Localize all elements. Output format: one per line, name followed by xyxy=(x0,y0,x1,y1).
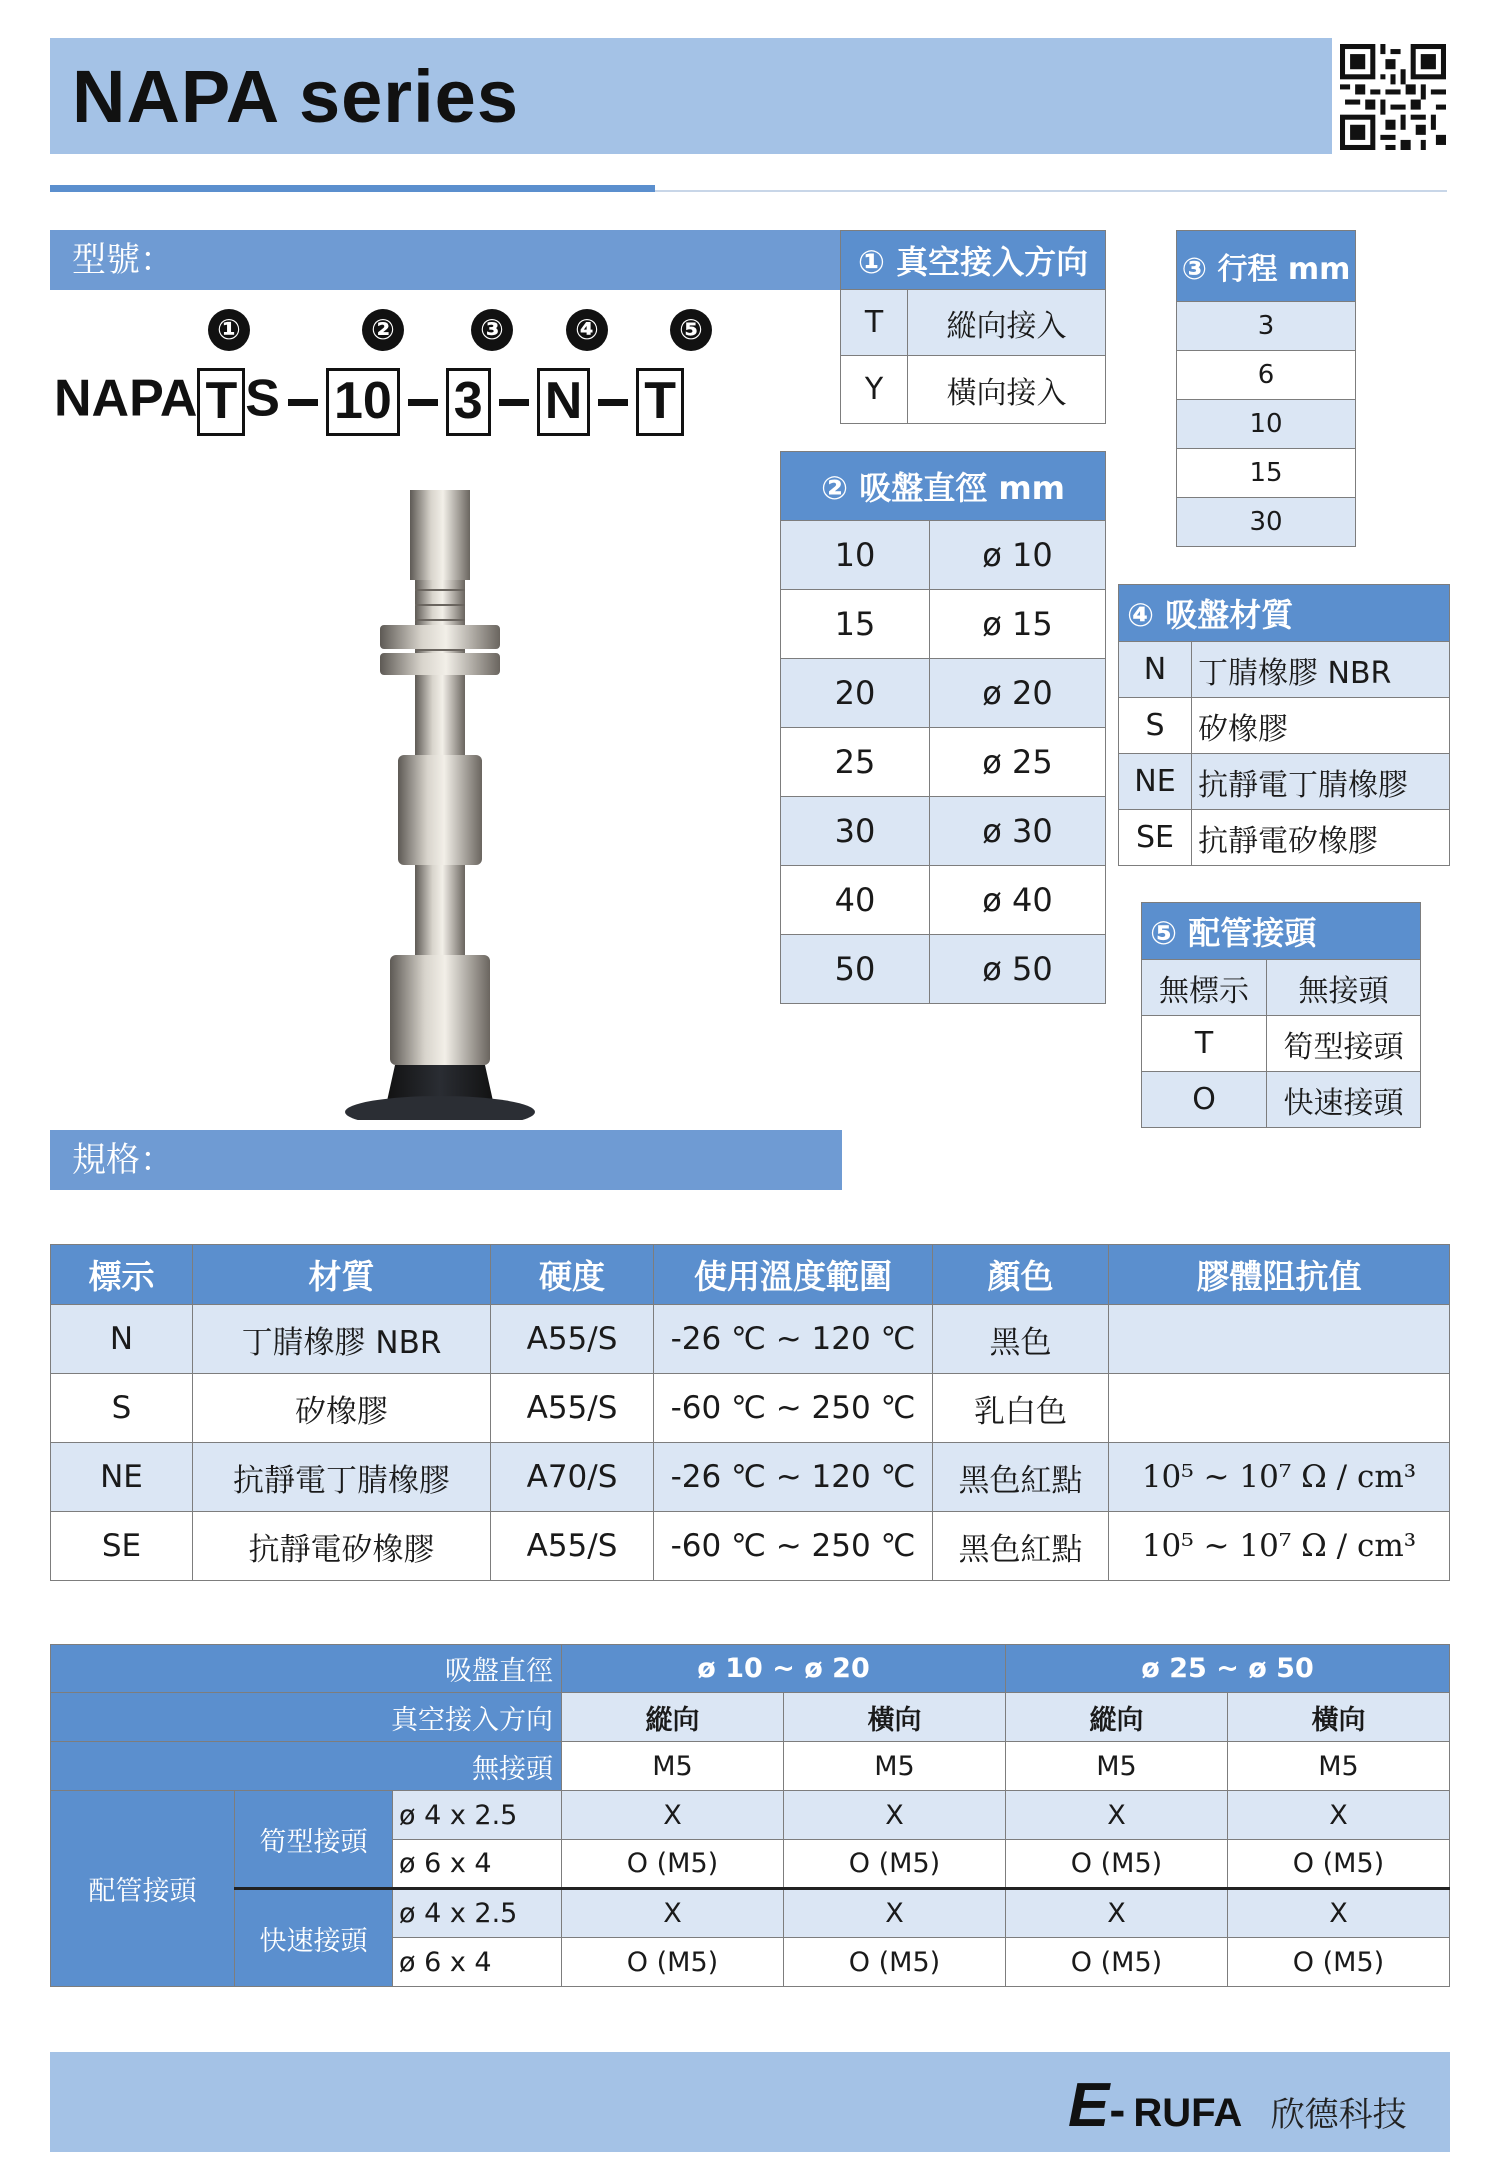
connector-name: 快速接頭 xyxy=(1267,1072,1421,1128)
header-divider-thin xyxy=(655,190,1447,192)
spec-cell: A55/S xyxy=(491,1512,654,1581)
conn-cell: X xyxy=(1228,1791,1450,1840)
page-title: NAPA series xyxy=(72,55,519,138)
model-code xyxy=(54,368,684,436)
conn-cell: X xyxy=(562,1791,784,1840)
spec-cell: 矽橡膠 xyxy=(193,1374,491,1443)
diameter-value: ø 40 xyxy=(930,866,1106,935)
spec-cell xyxy=(1109,1305,1450,1374)
diameter-value: ø 15 xyxy=(930,590,1106,659)
circled-number: ② xyxy=(362,309,404,351)
model-prefix: NAPA xyxy=(54,369,198,428)
diameter-code: 25 xyxy=(781,728,930,797)
spec-cell: 丁腈橡膠 NBR xyxy=(193,1305,491,1374)
material-code: SE xyxy=(1119,810,1192,866)
conn-group-label: 配管接頭 xyxy=(51,1791,235,1987)
spec-header: 硬度 xyxy=(491,1245,654,1305)
circled-number: ④ xyxy=(566,309,608,351)
conn-range: ø 25 ~ ø 50 xyxy=(1006,1645,1450,1693)
conn-cell: O (M5) xyxy=(784,1840,1006,1889)
diameter-code: 40 xyxy=(781,866,930,935)
stroke-table xyxy=(1176,230,1356,547)
connector-table xyxy=(1141,902,1421,1128)
conn-quick-label: 快速接頭 xyxy=(235,1889,393,1987)
material-table-title: ④ 吸盤材質 xyxy=(1119,585,1450,642)
brand-dash: - xyxy=(1109,2084,1126,2137)
code-letter: S xyxy=(245,369,280,428)
stroke-table-title: ③ 行程 mm xyxy=(1177,231,1356,302)
direction-desc: 橫向接入 xyxy=(908,356,1106,424)
diameter-value: ø 30 xyxy=(930,797,1106,866)
spec-cell: 抗靜電矽橡膠 xyxy=(193,1512,491,1581)
code-dash xyxy=(408,399,438,406)
spec-cell xyxy=(1109,1374,1450,1443)
connection-table xyxy=(50,1644,1450,1987)
conn-cell: X xyxy=(1006,1889,1228,1938)
spec-cell: -26 ℃ ~ 120 ℃ xyxy=(654,1305,933,1374)
diameter-code: 10 xyxy=(781,521,930,590)
brand-e: E xyxy=(1068,2071,1110,2140)
conn-cell: X xyxy=(784,1791,1006,1840)
connector-name: 無接頭 xyxy=(1267,960,1421,1016)
spec-cell: 黑色紅點 xyxy=(933,1443,1109,1512)
brand-chinese: 欣德科技 xyxy=(1270,2096,1407,2134)
spec-cell: NE xyxy=(51,1443,193,1512)
diameter-value: ø 10 xyxy=(930,521,1106,590)
circled-numbers xyxy=(208,309,728,355)
spec-cell: -60 ℃ ~ 250 ℃ xyxy=(654,1512,933,1581)
stroke-value: 30 xyxy=(1177,498,1356,547)
conn-dir: 縱向 xyxy=(1006,1693,1228,1742)
conn-size: ø 4 x 2.5 xyxy=(393,1889,562,1938)
material-code: N xyxy=(1119,642,1192,698)
code-box: T xyxy=(636,368,684,436)
connector-name: 筍型接頭 xyxy=(1267,1016,1421,1072)
direction-code: T xyxy=(841,290,908,356)
code-box: N xyxy=(537,368,591,436)
spec-cell: A70/S xyxy=(491,1443,654,1512)
spec-header: 顏色 xyxy=(933,1245,1109,1305)
product-photo xyxy=(290,460,590,1120)
connector-code: T xyxy=(1142,1016,1267,1072)
conn-dir: 橫向 xyxy=(784,1693,1006,1742)
diameter-code: 15 xyxy=(781,590,930,659)
diameter-value: ø 25 xyxy=(930,728,1106,797)
material-table xyxy=(1118,584,1450,866)
direction-desc: 縱向接入 xyxy=(908,290,1106,356)
conn-cell: O (M5) xyxy=(1006,1840,1228,1889)
spec-label: 規格： xyxy=(50,1130,842,1190)
material-name: 抗靜電丁腈橡膠 xyxy=(1192,754,1450,810)
conn-cell: O (M5) xyxy=(1228,1840,1450,1889)
spec-cell: A55/S xyxy=(491,1305,654,1374)
spec-header: 膠體阻抗值 xyxy=(1109,1245,1450,1305)
spec-cell: S xyxy=(51,1374,193,1443)
spec-cell: 黑色 xyxy=(933,1305,1109,1374)
conn-none-label: 無接頭 xyxy=(51,1742,562,1791)
conn-none-val: M5 xyxy=(1228,1742,1450,1791)
diameter-table xyxy=(780,451,1106,1004)
conn-diameter-label: 吸盤直徑 xyxy=(51,1645,562,1693)
conn-none-val: M5 xyxy=(1006,1742,1228,1791)
spec-cell: 10⁵ ~ 10⁷ Ω / cm³ xyxy=(1109,1443,1450,1512)
spec-cell: N xyxy=(51,1305,193,1374)
circled-number: ⑤ xyxy=(670,309,712,351)
stroke-value: 10 xyxy=(1177,400,1356,449)
conn-cell: O (M5) xyxy=(784,1938,1006,1987)
conn-direction-label: 真空接入方向 xyxy=(51,1693,562,1742)
stroke-value: 15 xyxy=(1177,449,1356,498)
conn-dir: 縱向 xyxy=(562,1693,784,1742)
connector-code: 無標示 xyxy=(1142,960,1267,1016)
conn-dir: 橫向 xyxy=(1228,1693,1450,1742)
circled-number: ③ xyxy=(471,309,513,351)
conn-cell: O (M5) xyxy=(1006,1938,1228,1987)
conn-size: ø 6 x 4 xyxy=(393,1938,562,1987)
spec-cell: -26 ℃ ~ 120 ℃ xyxy=(654,1443,933,1512)
conn-barb-label: 筍型接頭 xyxy=(235,1791,393,1889)
material-name: 抗靜電矽橡膠 xyxy=(1192,810,1450,866)
direction-table-title: ① 真空接入方向 xyxy=(841,231,1106,290)
spec-cell: -60 ℃ ~ 250 ℃ xyxy=(654,1374,933,1443)
spec-table xyxy=(50,1244,1450,1581)
conn-cell: O (M5) xyxy=(1228,1938,1450,1987)
conn-none-val: M5 xyxy=(562,1742,784,1791)
code-dash xyxy=(598,399,628,406)
conn-cell: X xyxy=(1228,1889,1450,1938)
material-name: 矽橡膠 xyxy=(1192,698,1450,754)
diameter-value: ø 20 xyxy=(930,659,1106,728)
stroke-value: 3 xyxy=(1177,302,1356,351)
code-dash xyxy=(499,399,529,406)
direction-code: Y xyxy=(841,356,908,424)
material-code: S xyxy=(1119,698,1192,754)
code-box: T xyxy=(197,368,245,436)
code-box: 3 xyxy=(446,368,491,436)
spec-cell: A55/S xyxy=(491,1374,654,1443)
qr-code-icon[interactable] xyxy=(1340,44,1446,150)
connector-table-title: ⑤ 配管接頭 xyxy=(1142,903,1421,960)
conn-size: ø 6 x 4 xyxy=(393,1840,562,1889)
material-name: 丁腈橡膠 NBR xyxy=(1192,642,1450,698)
spec-cell: 抗靜電丁腈橡膠 xyxy=(193,1443,491,1512)
brand-rufa: RUFA xyxy=(1133,2091,1243,2135)
diameter-code: 30 xyxy=(781,797,930,866)
conn-cell: X xyxy=(562,1889,784,1938)
diameter-value: ø 50 xyxy=(930,935,1106,1004)
spec-cell: 黑色紅點 xyxy=(933,1512,1109,1581)
conn-range: ø 10 ~ ø 20 xyxy=(562,1645,1006,1693)
connector-code: O xyxy=(1142,1072,1267,1128)
spec-cell: 10⁵ ~ 10⁷ Ω / cm³ xyxy=(1109,1512,1450,1581)
conn-none-val: M5 xyxy=(784,1742,1006,1791)
material-code: NE xyxy=(1119,754,1192,810)
stroke-value: 6 xyxy=(1177,351,1356,400)
diameter-table-title: ② 吸盤直徑 mm xyxy=(781,452,1106,521)
diameter-code: 50 xyxy=(781,935,930,1004)
brand-logo[interactable] xyxy=(1068,2070,1407,2141)
model-label: 型號： xyxy=(50,230,842,290)
circled-number: ① xyxy=(208,309,250,351)
spec-header: 材質 xyxy=(193,1245,491,1305)
conn-cell: X xyxy=(1006,1791,1228,1840)
header-divider xyxy=(50,185,655,192)
conn-cell: O (M5) xyxy=(562,1938,784,1987)
code-box: 10 xyxy=(326,368,400,436)
spec-header: 標示 xyxy=(51,1245,193,1305)
spec-cell: 乳白色 xyxy=(933,1374,1109,1443)
diameter-code: 20 xyxy=(781,659,930,728)
spec-header: 使用溫度範圍 xyxy=(654,1245,933,1305)
conn-size: ø 4 x 2.5 xyxy=(393,1791,562,1840)
spec-cell: SE xyxy=(51,1512,193,1581)
conn-cell: O (M5) xyxy=(562,1840,784,1889)
conn-cell: X xyxy=(784,1889,1006,1938)
direction-table xyxy=(840,230,1106,424)
code-dash xyxy=(288,399,318,406)
